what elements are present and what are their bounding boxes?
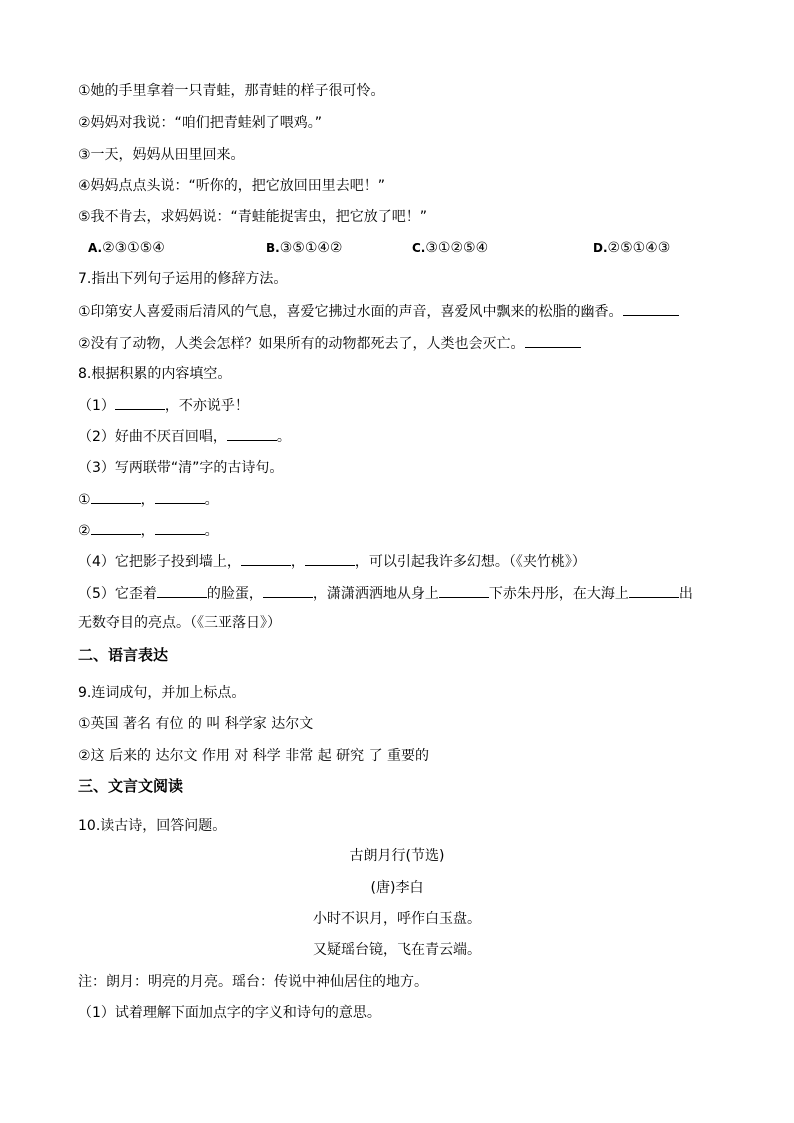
answer-blank[interactable] <box>157 583 207 598</box>
part-text: （2）好曲不厌百回唱， <box>78 429 227 445</box>
q8-part-3b <box>78 520 219 541</box>
section-heading-language: 二、语言表达 <box>78 646 169 664</box>
q6-sentence-3: ③一天，妈妈从田里回来。 <box>78 147 245 163</box>
option-letter: D. <box>593 241 608 255</box>
q8-part-2 <box>78 426 291 447</box>
answer-blank[interactable] <box>629 583 679 598</box>
option-text: ③⑤①④② <box>279 240 343 256</box>
part-text: （4）它把影子投到墙上， <box>78 554 241 570</box>
q7-sentence-2 <box>78 333 581 354</box>
q6-option-d <box>593 238 670 258</box>
answer-blank[interactable] <box>91 489 141 504</box>
q7-sentence-2-text: ②没有了动物，人类会怎样？如果所有的动物都死去了，人类也会灭亡。 <box>78 336 525 352</box>
answer-blank[interactable] <box>241 551 291 566</box>
part-text: （5）它歪着 <box>78 586 157 602</box>
part-text: 的脸蛋， <box>206 586 263 602</box>
answer-blank[interactable] <box>91 520 141 535</box>
comma: ， <box>140 492 155 508</box>
option-letter: A. <box>88 241 103 255</box>
q10-title: 10.读古诗，回答问题。 <box>78 818 227 834</box>
q8-part-3a <box>78 489 219 510</box>
q6-sentence-1: ①她的手里拿着一只青蛙，那青蛙的样子很可怜。 <box>78 83 385 99</box>
q8-part-3: （3）写两联带“清”字的古诗句。 <box>78 460 284 476</box>
period: 。 <box>204 523 219 539</box>
q9-sentence-1: ①英国 著名 有位 的 叫 科学家 达尔文 <box>78 716 314 732</box>
poem-title: 古朗月行(节选) <box>349 848 445 864</box>
answer-blank[interactable] <box>155 489 205 504</box>
option-text: ②⑤①④③ <box>607 240 671 256</box>
option-letter: C. <box>412 241 426 255</box>
part-text: 出 <box>678 586 693 602</box>
poem-author: (唐)李白 <box>370 880 424 896</box>
q8-part-5-continued: 无数夺目的亮点。（《三亚落日》） <box>78 615 281 631</box>
q8-part-1 <box>78 395 249 416</box>
q6-option-a <box>88 238 165 258</box>
q6-option-b <box>266 238 342 258</box>
q8-part-5 <box>78 583 693 604</box>
answer-blank[interactable] <box>439 583 489 598</box>
poem-line-2: 又疑瑶台镜，飞在青云端。 <box>313 942 481 958</box>
part-text: ，不亦说乎！ <box>164 398 249 414</box>
part-text: ，潇潇洒洒地从身上 <box>312 586 439 602</box>
section-heading-classical: 三、文言文阅读 <box>78 777 184 795</box>
q7-sentence-1 <box>78 301 679 322</box>
answer-blank[interactable] <box>305 551 355 566</box>
part-text: ，可以引起我许多幻想。（《夹竹桃》） <box>354 554 586 570</box>
option-letter: B. <box>266 241 280 255</box>
part-text: ， <box>290 554 305 570</box>
part-label: （1） <box>78 398 115 414</box>
answer-blank[interactable] <box>525 333 581 348</box>
answer-blank[interactable] <box>227 426 277 441</box>
q8-title: 8.根据积累的内容填空。 <box>78 366 232 382</box>
q9-sentence-2: ②这 后来的 达尔文 作用 对 科学 非常 起 研究 了 重要的 <box>78 748 430 764</box>
answer-blank[interactable] <box>115 395 165 410</box>
answer-blank[interactable] <box>155 520 205 535</box>
poem-note: 注：朗月：明亮的月亮。瑶台：传说中神仙居住的地方。 <box>78 974 428 990</box>
part-text: 。 <box>276 429 291 445</box>
answer-blank[interactable] <box>263 583 313 598</box>
comma: ， <box>140 523 155 539</box>
q6-option-c <box>412 238 488 258</box>
part-label: ① <box>78 492 91 508</box>
poem-line-1: 小时不识月，呼作白玉盘。 <box>313 911 481 927</box>
q7-sentence-1-text: ①印第安人喜爱雨后清风的气息，喜爱它拂过水面的声音，喜爱风中飘来的松脂的幽香。 <box>78 304 623 320</box>
part-label: ② <box>78 523 91 539</box>
q7-title: 7.指出下列句子运用的修辞方法。 <box>78 271 288 287</box>
option-text: ③①②⑤④ <box>425 240 489 256</box>
q10-subquestion-1: （1）试着理解下面加点字的字义和诗句的意思。 <box>78 1005 381 1021</box>
q9-title: 9.连词成句，并加上标点。 <box>78 685 246 701</box>
q6-sentence-4: ④妈妈点点头说：“听你的，把它放回田里去吧！” <box>78 178 386 194</box>
q6-sentence-5: ⑤我不肯去，求妈妈说：“青蛙能捉害虫，把它放了吧！” <box>78 209 428 225</box>
period: 。 <box>204 492 219 508</box>
part-text: 下赤朱丹彤，在大海上 <box>488 586 629 602</box>
q6-sentence-2: ②妈妈对我说：“咱们把青蛙剁了喂鸡。” <box>78 115 323 131</box>
answer-blank[interactable] <box>623 301 679 316</box>
option-text: ②③①⑤④ <box>102 240 165 256</box>
q8-part-4 <box>78 551 586 572</box>
